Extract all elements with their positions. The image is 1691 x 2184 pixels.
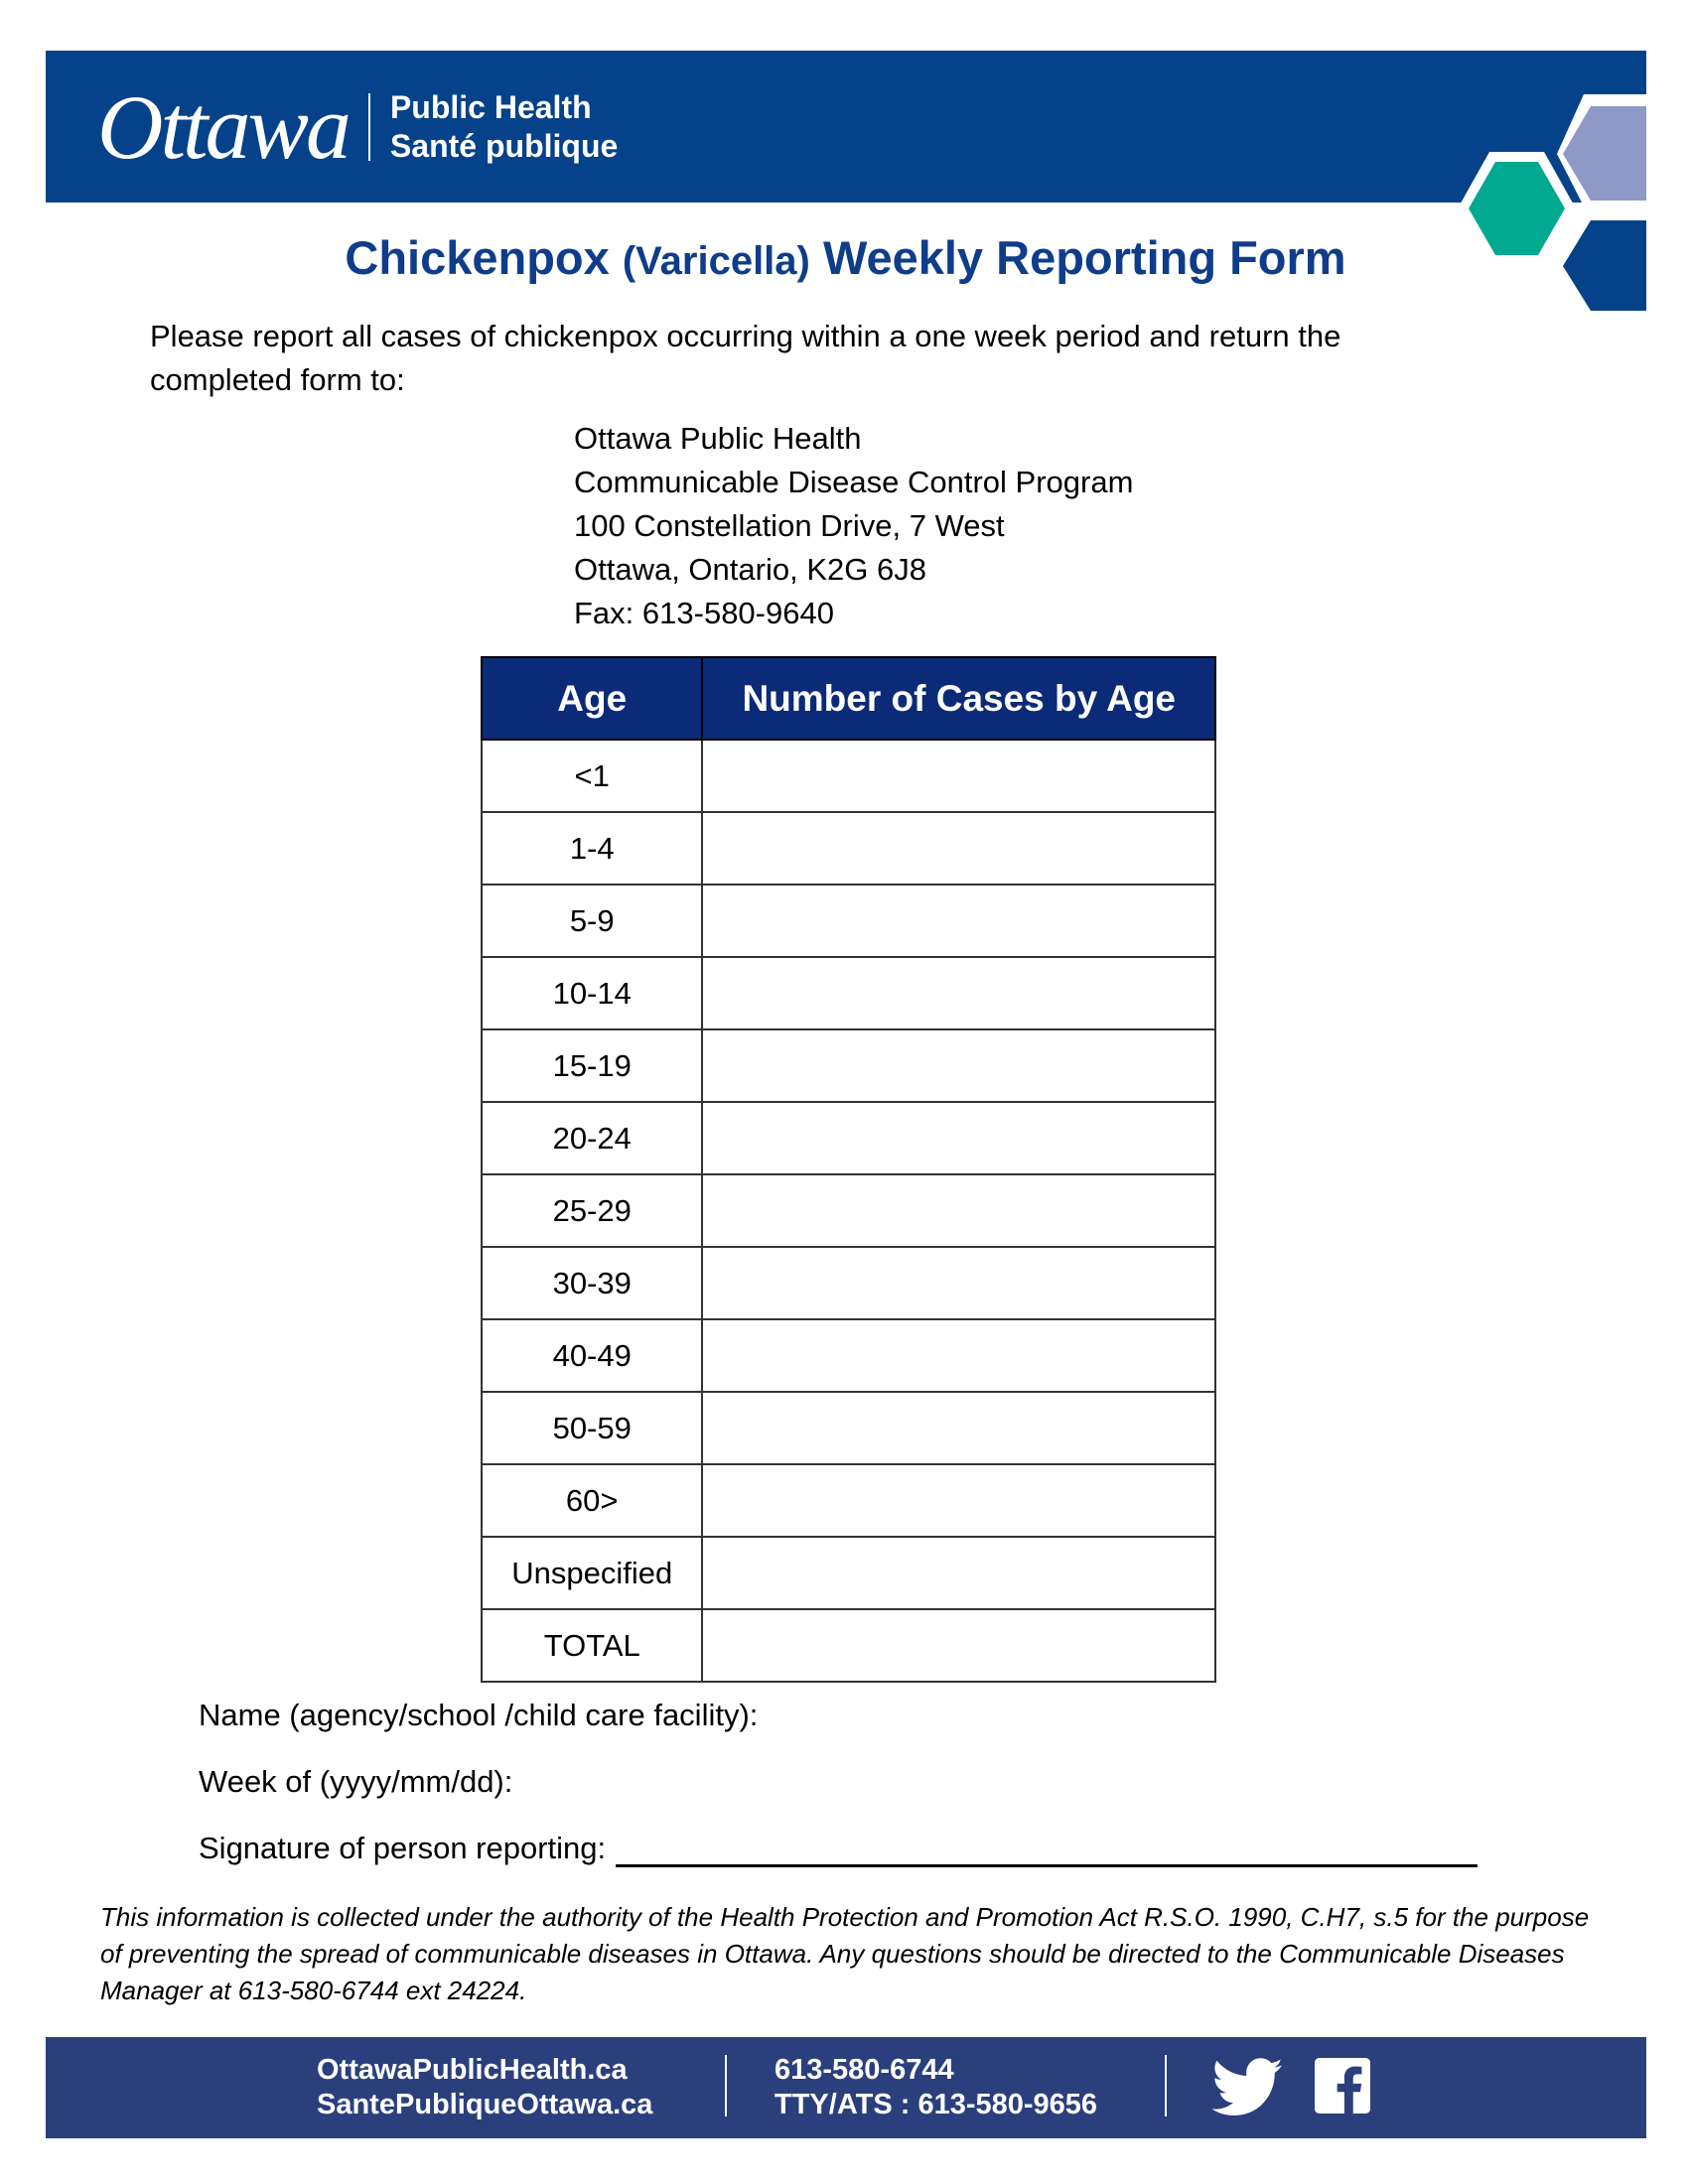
address-line-city: Ottawa, Ontario, K2G 6J8 [574,552,926,587]
title-chickenpox: Chickenpox [345,231,610,284]
case-count-cell[interactable] [702,1029,1215,1102]
age-group-cell: 30-39 [482,1247,702,1319]
footer-banner [46,2037,1646,2138]
website-link-french[interactable]: SantePubliqueOttawa.ca [317,2089,653,2120]
address-line-fax: Fax: 613-580-9640 [574,596,834,630]
footer-phones [775,2053,1097,2122]
footer-divider [725,2055,727,2116]
address-line-organization: Ottawa Public Health [574,421,862,456]
case-count-cell[interactable] [702,957,1215,1029]
age-group-cell: 20-24 [482,1102,702,1174]
website-link-english[interactable]: OttawaPublicHealth.ca [317,2054,628,2086]
name-field-label: Name (agency/school /child care facility): [199,1698,759,1732]
total-label-cell: TOTAL [482,1609,702,1682]
brand-line-english: Public Health [389,89,592,125]
case-count-cell[interactable] [702,1102,1215,1174]
brand-line-french: Santé publique [389,128,619,164]
age-group-cell: <1 [482,740,702,812]
cases-column-header: Number of Cases by Age [702,657,1215,740]
table-row [482,740,1215,812]
case-count-cell[interactable] [702,885,1215,957]
week-field[interactable] [199,1764,1478,1831]
age-group-cell: 40-49 [482,1319,702,1392]
case-count-cell[interactable] [702,812,1215,885]
cases-by-age-table [481,656,1216,1683]
age-group-cell: 25-29 [482,1174,702,1247]
signature-field[interactable] [199,1831,1478,1897]
table-row [482,1029,1215,1102]
case-count-cell[interactable] [702,1247,1215,1319]
age-column-header: Age [482,657,702,740]
footer-websites [317,2053,652,2122]
name-field[interactable] [199,1698,1478,1764]
age-group-cell: Unspecified [482,1537,702,1609]
table-row [482,1464,1215,1537]
case-count-cell[interactable] [702,1537,1215,1609]
table-row [482,812,1215,885]
signature-field-label: Signature of person reporting: [199,1831,607,1865]
table-row [482,1319,1215,1392]
intro-text: Please report all cases of chickenpox occurring within a one week period and return the completed form to: [150,319,1341,397]
phone-number: 613-580-6744 [775,2054,954,2086]
mailing-address [574,417,1133,635]
table-row [482,1174,1215,1247]
age-group-cell: 15-19 [482,1029,702,1102]
footer-divider [1165,2055,1167,2116]
case-count-cell[interactable] [702,1464,1215,1537]
age-group-cell: 1-4 [482,812,702,885]
case-count-cell[interactable] [702,1319,1215,1392]
address-line-program: Communicable Disease Control Program [574,465,1134,499]
facebook-icon[interactable] [1315,2057,1370,2115]
table-row [482,1247,1215,1319]
case-count-cell[interactable] [702,1392,1215,1464]
table-row [482,1392,1215,1464]
logo-wordmark: Ottawa [97,76,349,178]
case-count-cell[interactable] [702,740,1215,812]
privacy-notice: This information is collected under the authority of the Health Protection and Promotion Act R.S.O. 1990, C.H7, s.5 for the purpose of preventing the spread of communicable diseases in Ottawa. Any questions should be directed to the Communicable Diseases Manager at 613-580-6744 ext 24224. [100,1902,1590,2005]
table-row-total [482,1609,1215,1682]
week-field-label: Week of (yyyy/mm/dd): [199,1764,513,1799]
tty-number: TTY/ATS : 613-580-9656 [775,2089,1098,2120]
title-weekly-reporting-form: Weekly Reporting Form [822,231,1346,284]
age-group-cell: 5-9 [482,885,702,957]
total-count-cell[interactable] [702,1609,1215,1682]
address-line-street: 100 Constellation Drive, 7 West [574,508,1005,543]
table-row [482,1102,1215,1174]
table-row [482,885,1215,957]
case-count-cell[interactable] [702,1174,1215,1247]
title-varicella: (Varicella) [622,239,810,283]
age-group-cell: 50-59 [482,1392,702,1464]
reporter-fields [199,1698,1478,1897]
twitter-icon[interactable] [1212,2057,1284,2118]
age-group-cell: 10-14 [482,957,702,1029]
age-group-cell: 60> [482,1464,702,1537]
table-header-row [482,657,1215,740]
table-row [482,957,1215,1029]
form-title [0,230,1691,285]
table-row [482,1537,1215,1609]
signature-line[interactable] [616,1831,1478,1867]
